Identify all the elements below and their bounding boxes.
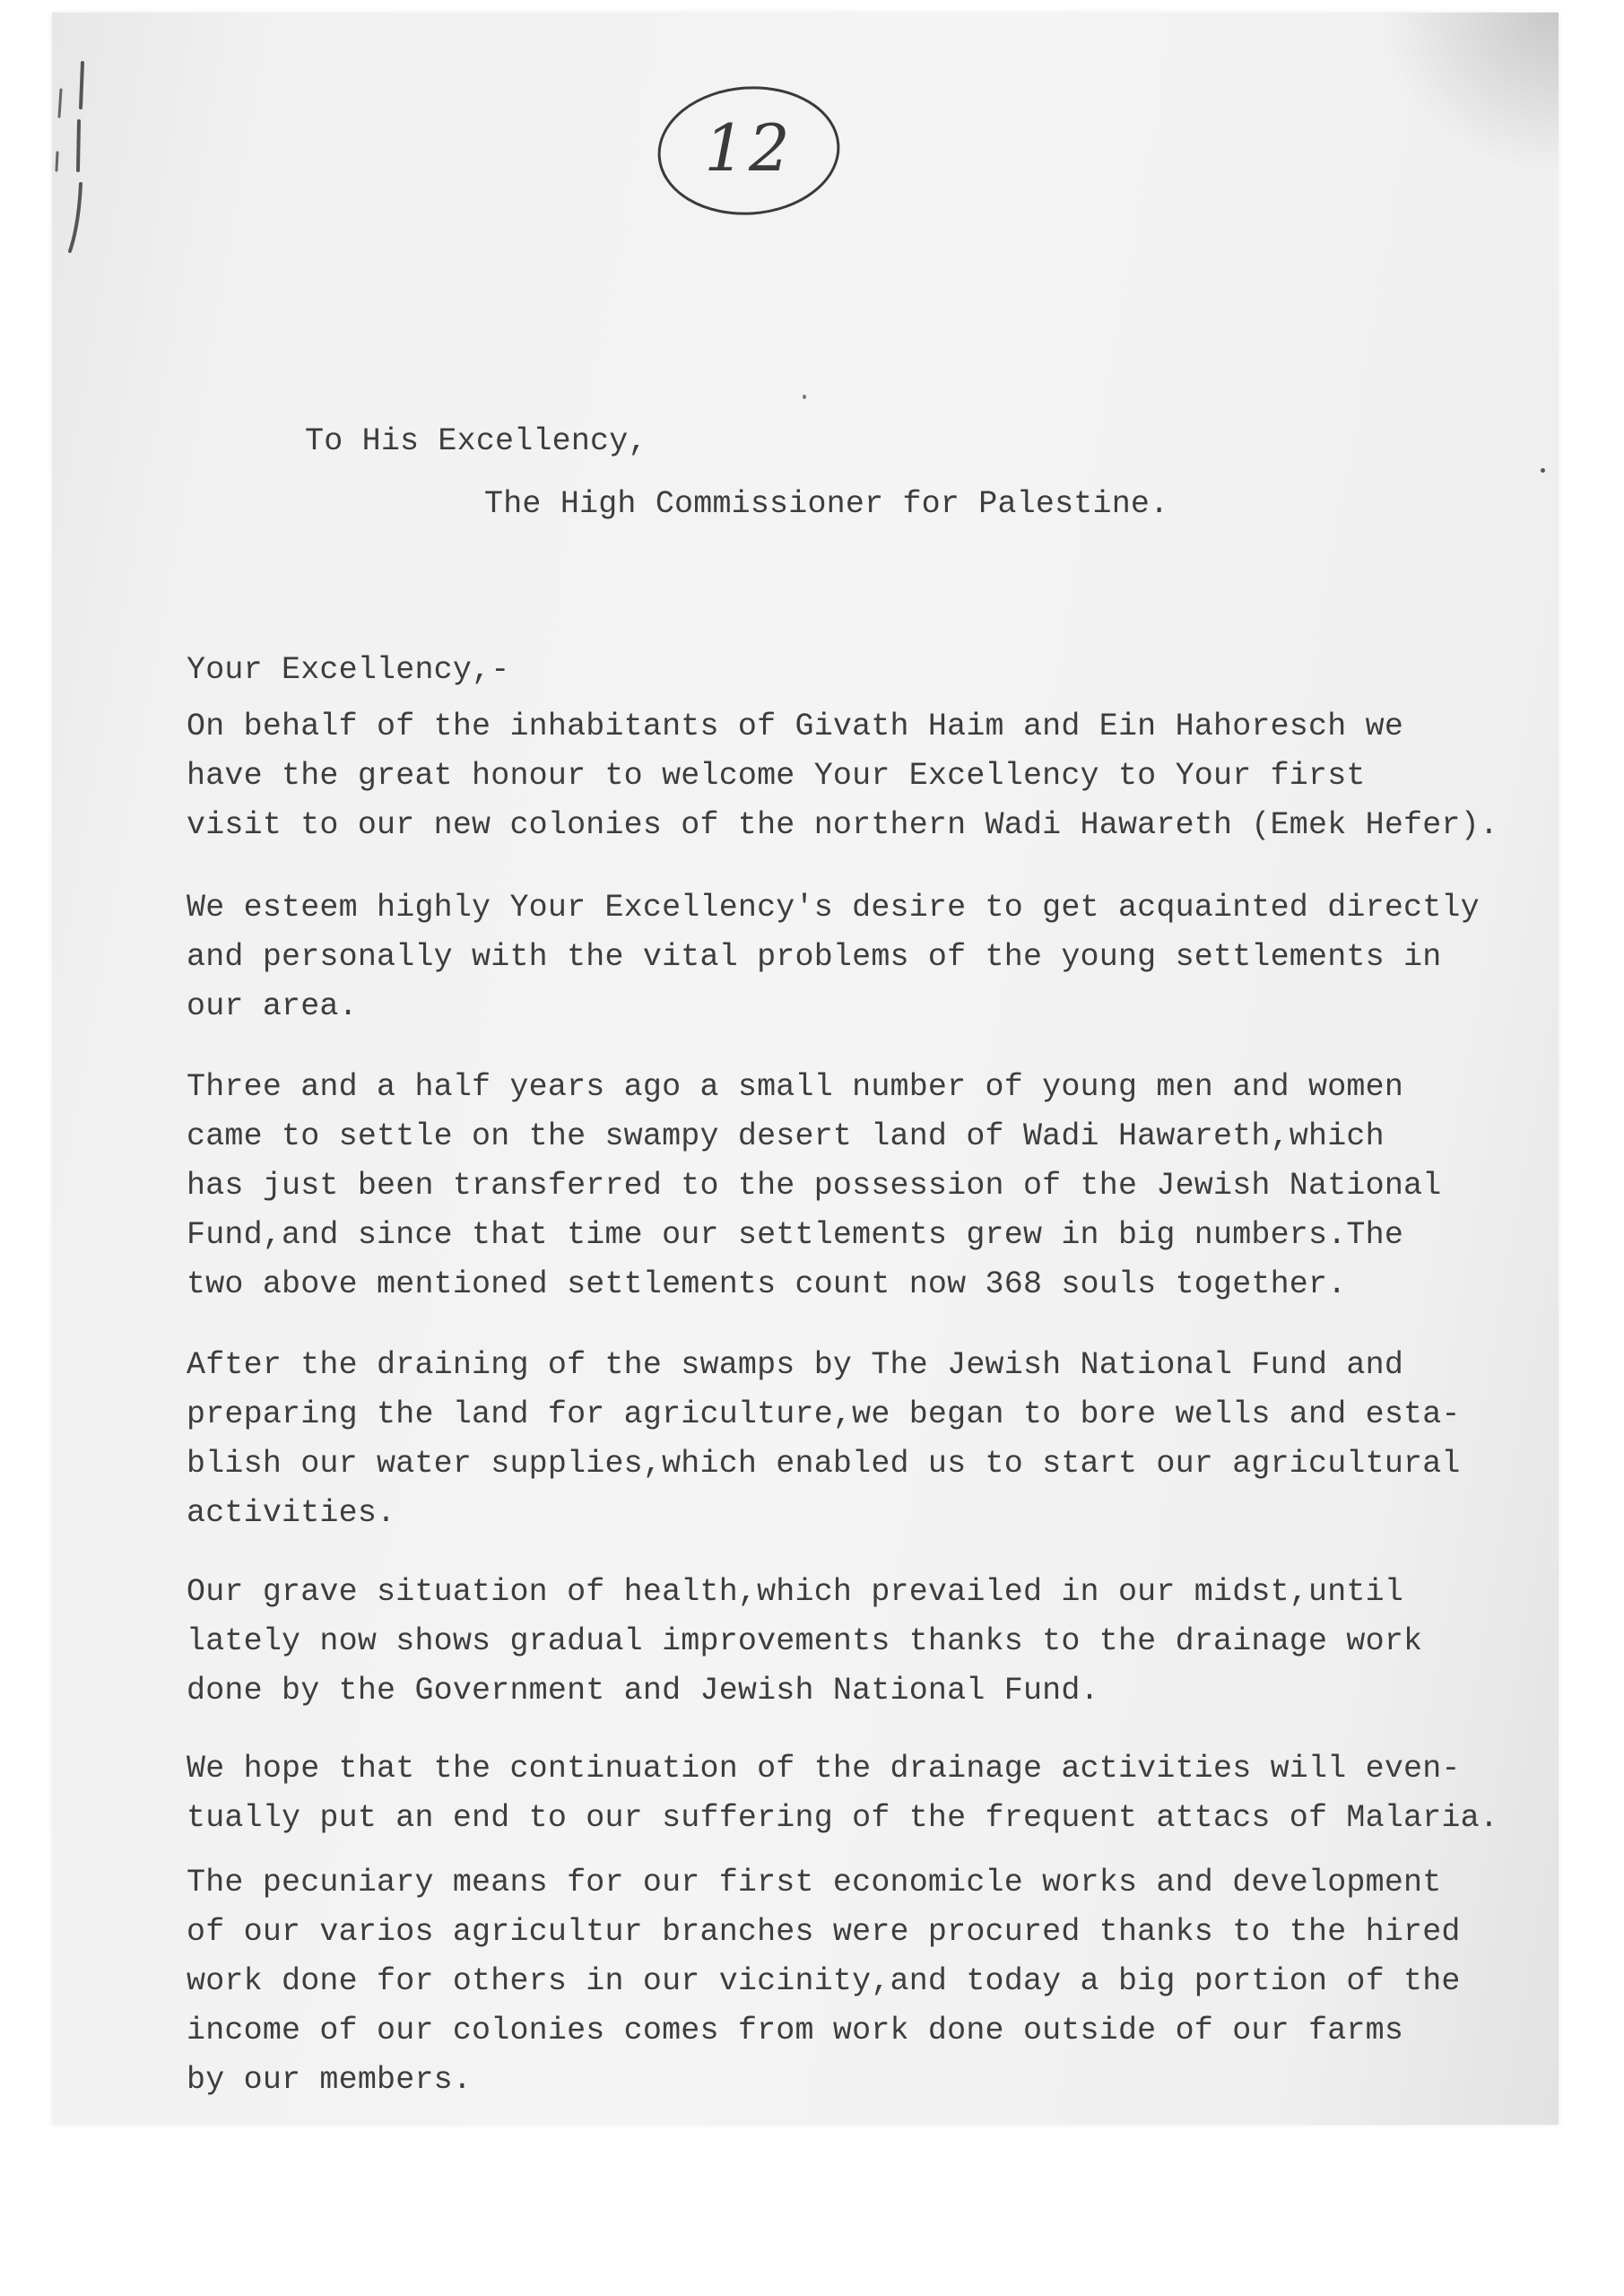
text-line: have the great honour to welcome Your Excellency to Your first [187, 758, 1366, 794]
text-line: We esteem highly Your Excellency's desire to get acquainted directly [187, 890, 1480, 926]
paragraph-drainage [187, 1341, 1585, 1538]
text-line: The pecuniary means for our first economicle works and development [187, 1865, 1442, 1900]
text-line: lately now shows gradual improvements thanks to the drainage work [187, 1623, 1423, 1659]
text-line: Our grave situation of health,which prevailed in our midst,until [187, 1574, 1404, 1610]
page-number: 12 [704, 110, 794, 186]
text-line: blish our water supplies,which enabled us to start our agricultural [187, 1446, 1461, 1482]
margin-pencil-marks [27, 36, 108, 269]
recipient-line: To His Excellency, [305, 423, 647, 459]
text-line: and personally with the vital problems of the young settlements in [187, 939, 1442, 975]
paragraph-esteem [187, 883, 1585, 1031]
greeting-line: Your Excellency,- [187, 652, 510, 688]
paragraph-malaria [187, 1744, 1585, 1843]
paragraph-health [187, 1568, 1585, 1716]
text-line: came to settle on the swampy desert land of Wadi Hawareth,which [187, 1118, 1385, 1154]
text-line: income of our colonies comes from work done outside of our farms [187, 2013, 1404, 2048]
text-line: preparing the land for agriculture,we began to bore wells and esta- [187, 1396, 1461, 1432]
text-line: has just been transferred to the possession of the Jewish National [187, 1168, 1442, 1204]
text-line: of our varios agricultur branches were procured thanks to the hired [187, 1914, 1461, 1950]
page-number-stamp [646, 72, 852, 224]
text-line: Three and a half years ago a small number of young men and women [187, 1069, 1404, 1105]
text-line: visit to our new colonies of the northern Wadi Hawareth (Emek Hefer). [187, 807, 1499, 843]
ink-speck [1541, 468, 1545, 473]
text-line: We hope that the continuation of the drainage activities will even- [187, 1751, 1461, 1787]
paragraph-welcome [187, 702, 1585, 850]
text-line: done by the Government and Jewish National Fund. [187, 1673, 1099, 1709]
text-line: work done for others in our vicinity,and today a big portion of the [187, 1963, 1461, 1999]
text-line: tually put an end to our suffering of the frequent attacs of Malaria. [187, 1800, 1499, 1836]
page-shadow [1379, 13, 1559, 174]
paragraph-finances [187, 1858, 1585, 2105]
recipient-title-line: The High Commissioner for Palestine. [484, 486, 1169, 522]
paragraph-history [187, 1063, 1585, 1309]
text-line: by our members. [187, 2062, 473, 2098]
text-line: two above mentioned settlements count now 368 souls together. [187, 1266, 1347, 1302]
text-line: activities. [187, 1495, 396, 1531]
ink-speck [803, 395, 806, 399]
text-line: On behalf of the inhabitants of Givath Haim and Ein Hahoresch we [187, 709, 1404, 744]
text-line: After the draining of the swamps by The Jewish National Fund and [187, 1347, 1404, 1383]
text-line: Fund,and since that time our settlements grew in big numbers.The [187, 1217, 1404, 1253]
text-line: our area. [187, 988, 358, 1024]
